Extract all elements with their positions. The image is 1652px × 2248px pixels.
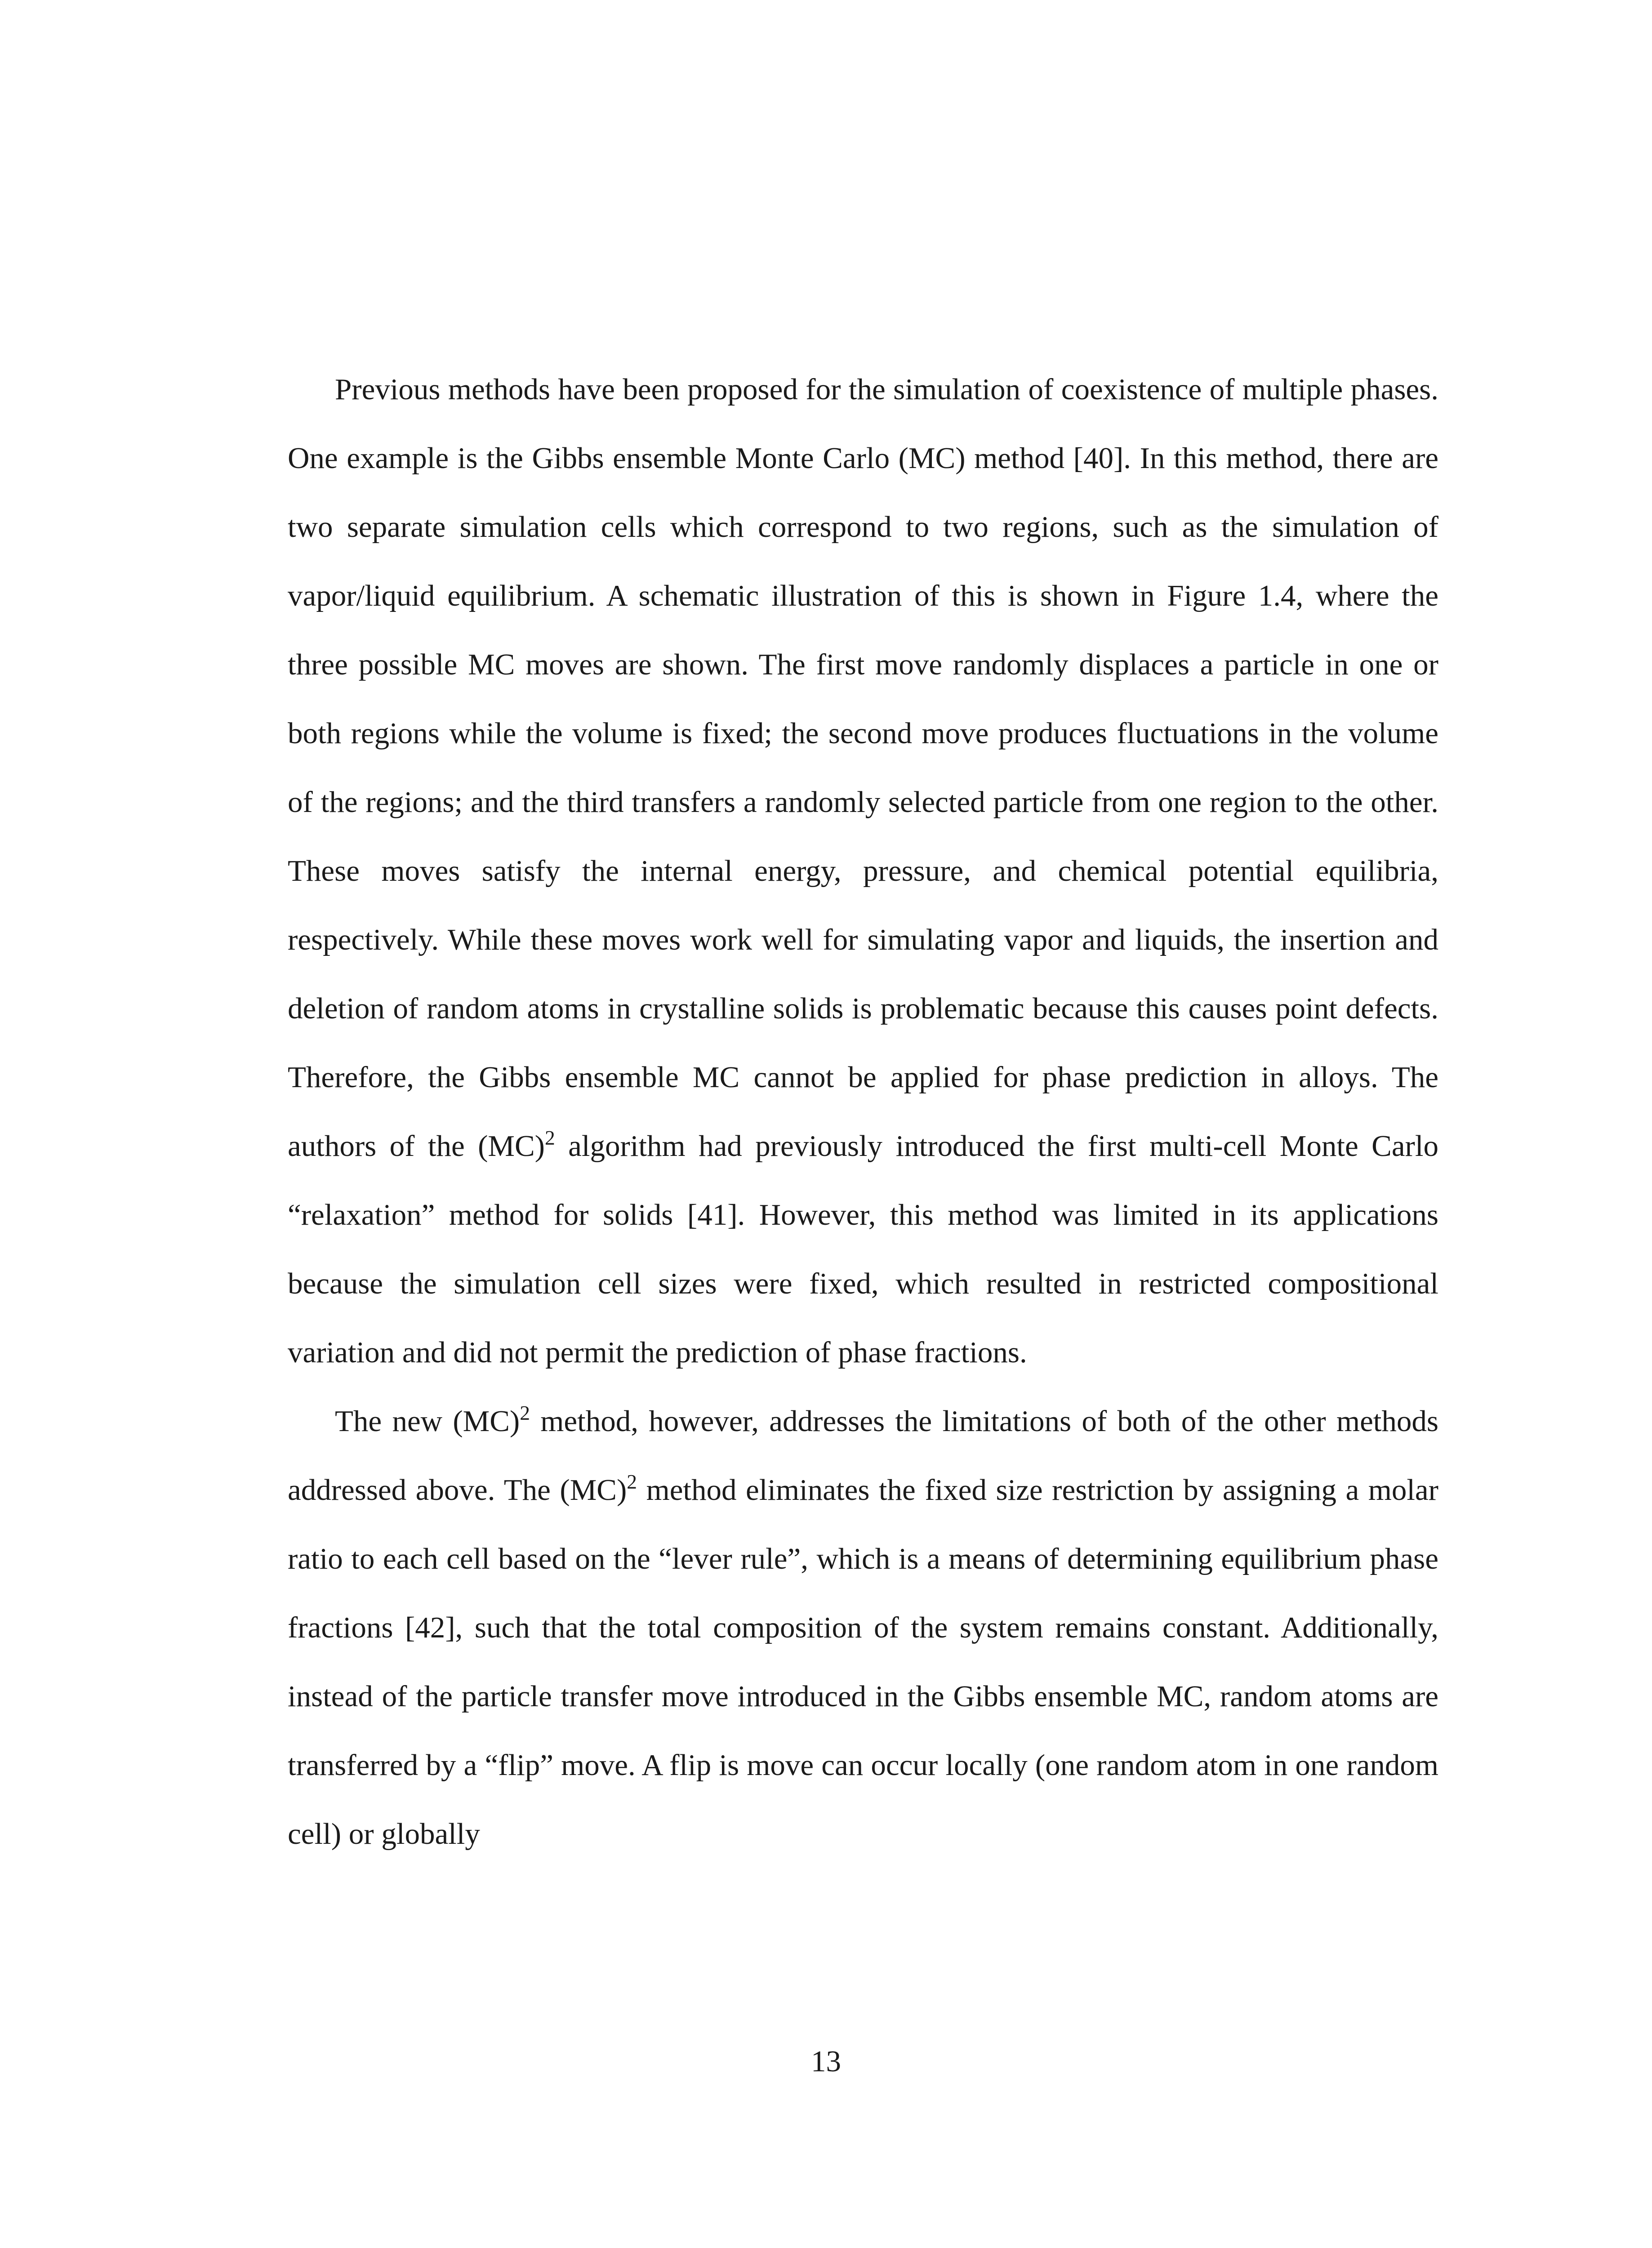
paragraph-2-text-a: The new (MC) — [335, 1405, 520, 1438]
paragraph-mc2-method — [288, 1387, 1438, 1869]
superscript-2: 2 — [627, 1470, 637, 1493]
paragraph-2-text-c: method eliminates the fixed size restriction by assigning a molar ratio to each cell based on the “lever rule”, which is a means of determining equilibrium phase fractions [42], such that the total composition of the system remains constant. Additionally, instead of the particle transfer move introduced in the Gibbs ensemble MC, random atoms are transferred by a “flip” move. A flip is move can occur locally (one random atom in one random cell) or globally — [288, 1473, 1438, 1851]
page-number: 13 — [811, 2045, 841, 2078]
paragraph-1-text-b: algorithm had previously introduced the first multi-cell Monte Carlo “relaxation” method for solids [41]. However, this method was limited in its applications because the simulation cell sizes were fixed, which resulted in restricted compositional variation and did not permit the prediction of phase fractions. — [288, 1129, 1438, 1369]
paragraph-gibbs-ensemble — [288, 355, 1438, 1387]
superscript-2: 2 — [520, 1401, 530, 1424]
superscript-2: 2 — [544, 1126, 555, 1149]
paragraph-2-text-b: method, however, addresses the limitations of both of the other methods addressed above. The (MC) — [288, 1405, 1438, 1507]
paragraph-1-text-a: Previous methods have been proposed for the simulation of coexistence of multiple phases. One example is the Gibbs ensemble Monte Carlo (MC) method [40]. In this method, there are two separate simulation cells which correspond to two regions, such as the simulation of vapor/liquid equilibrium. A schematic illustration of this is shown in Figure 1.4, where the three possible MC moves are shown. The first move randomly displaces a particle in one or both regions while the volume is fixed; the second move produces fluctuations in the volume of the regions; and the third transfers a randomly selected particle from one region to the other. These moves satisfy the internal energy, pressure, and chemical potential equilibria, respectively. While these moves work well for simulating vapor and liquids, the insertion and deletion of random atoms in crystalline solids is problematic because this causes point defects. Therefore, the Gibbs ensemble MC cannot be applied for phase prediction in alloys. The authors of the (MC) — [288, 373, 1438, 1163]
body-text — [288, 355, 1438, 1869]
